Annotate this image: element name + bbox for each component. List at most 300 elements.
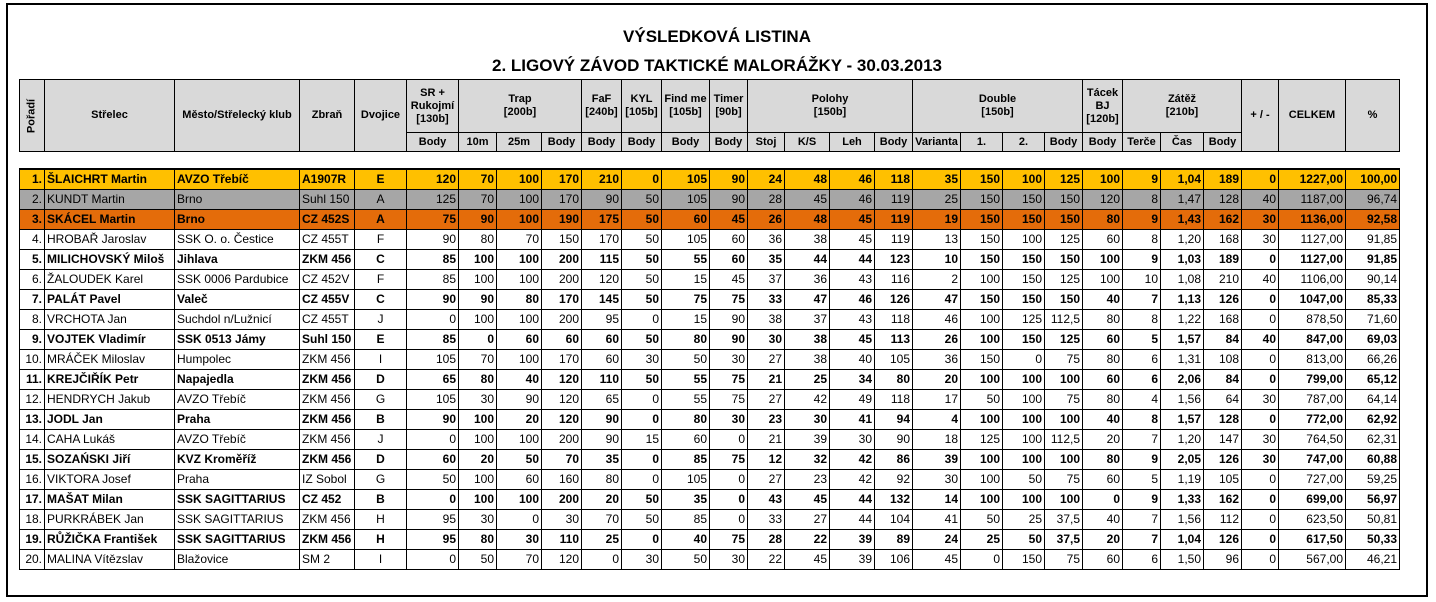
cell-zatez-body: 64	[1204, 390, 1242, 410]
cell-trap-10m: 70	[459, 169, 497, 190]
cell-pair: B	[355, 490, 407, 510]
header-kyl: KYL [105b]	[622, 80, 662, 133]
cell-sr: 95	[407, 510, 459, 530]
cell-double-1: 100	[961, 490, 1003, 510]
results-table	[19, 79, 1400, 570]
cell-zatez-body: 108	[1204, 350, 1242, 370]
cell-zatez-body: 126	[1204, 530, 1242, 550]
cell-trap-body: 30	[542, 510, 582, 530]
cell-double-2: 0	[1003, 350, 1045, 370]
cell-tacek: 40	[1083, 290, 1123, 310]
header-mesto: Město/Střelecký klub	[175, 80, 300, 152]
cell-trap-body: 120	[542, 370, 582, 390]
cell-celkem: 1187,00	[1279, 190, 1346, 210]
cell-faf: 210	[582, 169, 622, 190]
cell-polohy-stoj: 43	[748, 490, 785, 510]
cell-polohy-ks: 38	[785, 350, 830, 370]
cell-polohy-ks: 44	[785, 250, 830, 270]
cell-double-body: 150	[1045, 190, 1083, 210]
cell-double-2: 150	[1003, 290, 1045, 310]
cell-findme: 55	[662, 250, 710, 270]
cell-polohy-stoj: 33	[748, 290, 785, 310]
table-row	[20, 350, 1400, 370]
cell-polohy-stoj: 21	[748, 430, 785, 450]
cell-double-1: 100	[961, 370, 1003, 390]
subheader-cell: Body	[662, 133, 710, 152]
cell-trap-10m: 70	[459, 350, 497, 370]
table-row	[20, 330, 1400, 350]
cell-celkem: 878,50	[1279, 310, 1346, 330]
cell-zatez-body: 189	[1204, 169, 1242, 190]
cell-club: Brno	[175, 190, 300, 210]
cell-rank: 13.	[20, 410, 45, 430]
cell-name: VIKTORA Josef	[45, 470, 175, 490]
cell-celkem: 772,00	[1279, 410, 1346, 430]
cell-zatez-terce: 4	[1123, 390, 1161, 410]
cell-faf: 60	[582, 330, 622, 350]
cell-polohy-stoj: 21	[748, 370, 785, 390]
cell-faf: 90	[582, 410, 622, 430]
subheader-cell: Body	[407, 133, 459, 152]
cell-double-body: 37,5	[1045, 530, 1083, 550]
cell-polohy-ks: 27	[785, 510, 830, 530]
cell-tacek: 40	[1083, 510, 1123, 530]
cell-double-body: 150	[1045, 250, 1083, 270]
cell-zatez-body: 128	[1204, 410, 1242, 430]
cell-polohy-leh: 34	[830, 370, 875, 390]
cell-polohy-stoj: 26	[748, 210, 785, 230]
subheader-cell: Body	[1204, 133, 1242, 152]
cell-trap-body: 190	[542, 210, 582, 230]
cell-faf: 110	[582, 370, 622, 390]
cell-findme: 80	[662, 410, 710, 430]
cell-polohy-leh: 42	[830, 450, 875, 470]
cell-pair: G	[355, 470, 407, 490]
cell-plusminus: 0	[1242, 490, 1279, 510]
cell-trap-25m: 40	[497, 370, 542, 390]
cell-polohy-stoj: 38	[748, 310, 785, 330]
cell-rank: 20.	[20, 550, 45, 570]
cell-sr: 0	[407, 430, 459, 450]
cell-trap-body: 150	[542, 230, 582, 250]
cell-rank: 10.	[20, 350, 45, 370]
cell-rank: 4.	[20, 230, 45, 250]
cell-double-1: 150	[961, 290, 1003, 310]
cell-kyl: 50	[622, 370, 662, 390]
cell-double-2: 25	[1003, 510, 1045, 530]
table-row	[20, 169, 1400, 190]
cell-tacek: 100	[1083, 169, 1123, 190]
cell-celkem: 847,00	[1279, 330, 1346, 350]
cell-faf: 80	[582, 470, 622, 490]
cell-rank: 5.	[20, 250, 45, 270]
cell-double-body: 150	[1045, 210, 1083, 230]
cell-gun: CZ 452S	[300, 210, 355, 230]
cell-findme: 60	[662, 430, 710, 450]
cell-gun: CZ 452V	[300, 270, 355, 290]
cell-pct: 62,31	[1346, 430, 1400, 450]
table-row	[20, 470, 1400, 490]
cell-gun: SM 2	[300, 550, 355, 570]
table-row	[20, 290, 1400, 310]
table-row	[20, 450, 1400, 470]
cell-rank: 7.	[20, 290, 45, 310]
cell-zatez-body: 96	[1204, 550, 1242, 570]
cell-rank: 11.	[20, 370, 45, 390]
cell-plusminus: 0	[1242, 250, 1279, 270]
cell-polohy-leh: 43	[830, 270, 875, 290]
table-row	[20, 510, 1400, 530]
cell-name: KUNDT Martin	[45, 190, 175, 210]
subheader-cell: Body	[710, 133, 748, 152]
cell-tacek: 60	[1083, 330, 1123, 350]
cell-double-2: 100	[1003, 430, 1045, 450]
cell-zatez-cas: 1,43	[1161, 210, 1204, 230]
cell-double-varianta: 2	[913, 270, 961, 290]
cell-name: PURKRÁBEK Jan	[45, 510, 175, 530]
cell-trap-body: 170	[542, 190, 582, 210]
cell-zatez-terce: 7	[1123, 510, 1161, 530]
cell-name: MALINA Vítězslav	[45, 550, 175, 570]
cell-double-1: 150	[961, 250, 1003, 270]
cell-polohy-body: 118	[875, 390, 913, 410]
cell-timer: 45	[710, 270, 748, 290]
cell-findme: 105	[662, 190, 710, 210]
cell-double-varianta: 20	[913, 370, 961, 390]
cell-gun: ZKM 456	[300, 410, 355, 430]
cell-club: Valeč	[175, 290, 300, 310]
cell-plusminus: 0	[1242, 310, 1279, 330]
cell-kyl: 30	[622, 550, 662, 570]
cell-tacek: 20	[1083, 530, 1123, 550]
cell-double-body: 112,5	[1045, 430, 1083, 450]
cell-double-body: 100	[1045, 490, 1083, 510]
cell-double-2: 100	[1003, 490, 1045, 510]
cell-polohy-body: 92	[875, 470, 913, 490]
cell-kyl: 50	[622, 510, 662, 530]
cell-polohy-stoj: 27	[748, 390, 785, 410]
cell-sr: 90	[407, 290, 459, 310]
cell-trap-25m: 70	[497, 550, 542, 570]
subheader-cell: 2.	[1003, 133, 1045, 152]
cell-timer: 0	[710, 470, 748, 490]
cell-polohy-stoj: 27	[748, 350, 785, 370]
cell-findme: 55	[662, 390, 710, 410]
cell-sr: 125	[407, 190, 459, 210]
cell-double-varianta: 13	[913, 230, 961, 250]
cell-tacek: 80	[1083, 450, 1123, 470]
subheader-cell: K/S	[785, 133, 830, 152]
cell-faf: 35	[582, 450, 622, 470]
cell-zatez-terce: 6	[1123, 350, 1161, 370]
cell-kyl: 0	[622, 450, 662, 470]
cell-name: SOZAŃSKI Jiří	[45, 450, 175, 470]
cell-plusminus: 40	[1242, 190, 1279, 210]
cell-pct: 60,88	[1346, 450, 1400, 470]
cell-double-1: 150	[961, 210, 1003, 230]
cell-polohy-body: 116	[875, 270, 913, 290]
cell-kyl: 0	[622, 169, 662, 190]
cell-zatez-terce: 9	[1123, 490, 1161, 510]
results-sheet	[6, 3, 1428, 597]
cell-sr: 90	[407, 410, 459, 430]
cell-zatez-body: 84	[1204, 370, 1242, 390]
cell-name: VRCHOTA Jan	[45, 310, 175, 330]
cell-kyl: 0	[622, 310, 662, 330]
cell-trap-body: 60	[542, 330, 582, 350]
cell-trap-25m: 0	[497, 510, 542, 530]
subheader-cell: Body	[875, 133, 913, 152]
cell-timer: 30	[710, 350, 748, 370]
cell-trap-25m: 100	[497, 430, 542, 450]
cell-polohy-ks: 32	[785, 450, 830, 470]
cell-rank: 3.	[20, 210, 45, 230]
cell-zatez-body: 126	[1204, 450, 1242, 470]
header-strelec: Střelec	[45, 80, 175, 152]
cell-zatez-terce: 8	[1123, 190, 1161, 210]
cell-club: AVZO Třebíč	[175, 169, 300, 190]
cell-plusminus: 0	[1242, 530, 1279, 550]
cell-polohy-leh: 46	[830, 190, 875, 210]
cell-tacek: 60	[1083, 470, 1123, 490]
cell-sr: 95	[407, 530, 459, 550]
cell-tacek: 120	[1083, 190, 1123, 210]
cell-pair: E	[355, 330, 407, 350]
cell-plusminus: 0	[1242, 550, 1279, 570]
cell-polohy-body: 119	[875, 190, 913, 210]
cell-pct: 69,03	[1346, 330, 1400, 350]
cell-double-2: 150	[1003, 210, 1045, 230]
cell-gun: CZ 455V	[300, 290, 355, 310]
cell-timer: 75	[710, 450, 748, 470]
subheader-cell: Leh	[830, 133, 875, 152]
cell-faf: 90	[582, 430, 622, 450]
cell-double-varianta: 17	[913, 390, 961, 410]
cell-celkem: 699,00	[1279, 490, 1346, 510]
cell-faf: 20	[582, 490, 622, 510]
cell-findme: 105	[662, 230, 710, 250]
table-row	[20, 430, 1400, 450]
cell-zatez-terce: 7	[1123, 430, 1161, 450]
cell-trap-10m: 80	[459, 530, 497, 550]
cell-kyl: 0	[622, 530, 662, 550]
cell-zatez-cas: 2,06	[1161, 370, 1204, 390]
cell-pair: J	[355, 430, 407, 450]
cell-gun: ZKM 456	[300, 430, 355, 450]
cell-faf: 145	[582, 290, 622, 310]
cell-double-varianta: 25	[913, 190, 961, 210]
cell-polohy-stoj: 28	[748, 190, 785, 210]
cell-pct: 85,33	[1346, 290, 1400, 310]
cell-celkem: 1047,00	[1279, 290, 1346, 310]
cell-faf: 115	[582, 250, 622, 270]
cell-trap-10m: 80	[459, 370, 497, 390]
cell-rank: 18.	[20, 510, 45, 530]
cell-zatez-terce: 9	[1123, 169, 1161, 190]
cell-trap-10m: 100	[459, 490, 497, 510]
cell-findme: 85	[662, 510, 710, 530]
cell-gun: ZKM 456	[300, 350, 355, 370]
cell-double-1: 150	[961, 350, 1003, 370]
cell-club: Praha	[175, 470, 300, 490]
cell-zatez-cas: 1,33	[1161, 490, 1204, 510]
sheet-title: VÝSLEDKOVÁ LISTINA	[623, 27, 811, 46]
cell-sr: 0	[407, 310, 459, 330]
cell-polohy-body: 126	[875, 290, 913, 310]
cell-double-1: 100	[961, 330, 1003, 350]
cell-gun: IZ Sobol	[300, 470, 355, 490]
header-plusminus: + / -	[1242, 80, 1279, 152]
cell-trap-body: 200	[542, 310, 582, 330]
cell-tacek: 40	[1083, 410, 1123, 430]
cell-celkem: 727,00	[1279, 470, 1346, 490]
cell-celkem: 813,00	[1279, 350, 1346, 370]
cell-double-2: 50	[1003, 530, 1045, 550]
cell-polohy-leh: 39	[830, 550, 875, 570]
cell-zatez-terce: 9	[1123, 250, 1161, 270]
subheader-cell: Terče	[1123, 133, 1161, 152]
header-sr: SR + Rukojmí [130b]	[407, 80, 459, 133]
cell-club: AVZO Třebíč	[175, 430, 300, 450]
cell-polohy-ks: 45	[785, 490, 830, 510]
cell-club: SSK SAGITTARIUS	[175, 510, 300, 530]
cell-timer: 75	[710, 390, 748, 410]
table-row	[20, 490, 1400, 510]
cell-polohy-stoj: 33	[748, 510, 785, 530]
cell-pct: 92,58	[1346, 210, 1400, 230]
cell-double-varianta: 46	[913, 310, 961, 330]
cell-name: RŮŽIČKA František	[45, 530, 175, 550]
cell-tacek: 80	[1083, 310, 1123, 330]
cell-name: MAŠAT Milan	[45, 490, 175, 510]
cell-kyl: 50	[622, 290, 662, 310]
cell-polohy-ks: 48	[785, 169, 830, 190]
cell-zatez-terce: 6	[1123, 550, 1161, 570]
cell-rank: 8.	[20, 310, 45, 330]
cell-zatez-body: 147	[1204, 430, 1242, 450]
cell-zatez-cas: 1,04	[1161, 169, 1204, 190]
cell-gun: ZKM 456	[300, 370, 355, 390]
cell-polohy-body: 106	[875, 550, 913, 570]
cell-trap-10m: 100	[459, 470, 497, 490]
cell-trap-25m: 20	[497, 410, 542, 430]
cell-plusminus: 0	[1242, 410, 1279, 430]
cell-zatez-cas: 1,57	[1161, 410, 1204, 430]
cell-sr: 85	[407, 330, 459, 350]
cell-polohy-ks: 37	[785, 310, 830, 330]
cell-polohy-ks: 25	[785, 370, 830, 390]
cell-double-1: 150	[961, 190, 1003, 210]
cell-double-1: 150	[961, 230, 1003, 250]
cell-double-2: 100	[1003, 230, 1045, 250]
cell-double-varianta: 45	[913, 550, 961, 570]
cell-sr: 105	[407, 350, 459, 370]
cell-sr: 65	[407, 370, 459, 390]
cell-double-varianta: 30	[913, 470, 961, 490]
cell-trap-10m: 100	[459, 270, 497, 290]
cell-timer: 0	[710, 430, 748, 450]
cell-double-body: 125	[1045, 270, 1083, 290]
cell-faf: 25	[582, 530, 622, 550]
cell-kyl: 50	[622, 230, 662, 250]
cell-polohy-body: 86	[875, 450, 913, 470]
cell-zatez-body: 105	[1204, 470, 1242, 490]
cell-timer: 60	[710, 230, 748, 250]
cell-sr: 50	[407, 470, 459, 490]
cell-sr: 85	[407, 270, 459, 290]
cell-timer: 90	[710, 190, 748, 210]
header-findme: Find me [105b]	[662, 80, 710, 133]
cell-pair: I	[355, 350, 407, 370]
cell-trap-25m: 80	[497, 290, 542, 310]
cell-double-1: 100	[961, 450, 1003, 470]
cell-zatez-cas: 1,56	[1161, 390, 1204, 410]
cell-trap-body: 200	[542, 490, 582, 510]
cell-tacek: 100	[1083, 250, 1123, 270]
cell-sr: 85	[407, 250, 459, 270]
cell-club: SSK 0006 Pardubice	[175, 270, 300, 290]
header-celkem: CELKEM	[1279, 80, 1346, 152]
cell-pct: 46,21	[1346, 550, 1400, 570]
cell-double-varianta: 24	[913, 530, 961, 550]
cell-club: AVZO Třebíč	[175, 390, 300, 410]
cell-double-body: 37,5	[1045, 510, 1083, 530]
cell-double-1: 100	[961, 470, 1003, 490]
subheader-cell: 10m	[459, 133, 497, 152]
cell-polohy-leh: 45	[830, 330, 875, 350]
cell-trap-body: 200	[542, 250, 582, 270]
cell-polohy-leh: 49	[830, 390, 875, 410]
cell-club: Humpolec	[175, 350, 300, 370]
cell-double-2: 150	[1003, 270, 1045, 290]
cell-polohy-stoj: 35	[748, 250, 785, 270]
cell-zatez-body: 162	[1204, 210, 1242, 230]
cell-polohy-body: 132	[875, 490, 913, 510]
cell-plusminus: 30	[1242, 210, 1279, 230]
cell-timer: 90	[710, 330, 748, 350]
cell-club: Praha	[175, 410, 300, 430]
cell-double-2: 50	[1003, 470, 1045, 490]
cell-kyl: 50	[622, 250, 662, 270]
cell-celkem: 764,50	[1279, 430, 1346, 450]
spacer-row	[20, 152, 1400, 170]
cell-double-body: 100	[1045, 370, 1083, 390]
cell-polohy-body: 94	[875, 410, 913, 430]
cell-polohy-stoj: 30	[748, 330, 785, 350]
cell-faf: 65	[582, 390, 622, 410]
cell-zatez-cas: 1,47	[1161, 190, 1204, 210]
cell-sr: 105	[407, 390, 459, 410]
cell-club: Suchdol n/Lužnicí	[175, 310, 300, 330]
cell-zatez-body: 128	[1204, 190, 1242, 210]
cell-zatez-terce: 8	[1123, 310, 1161, 330]
cell-zatez-terce: 9	[1123, 210, 1161, 230]
cell-club: KVZ Kroměříž	[175, 450, 300, 470]
cell-polohy-ks: 30	[785, 410, 830, 430]
cell-polohy-leh: 43	[830, 310, 875, 330]
cell-tacek: 60	[1083, 230, 1123, 250]
cell-zatez-cas: 2,05	[1161, 450, 1204, 470]
table-row	[20, 550, 1400, 570]
cell-trap-10m: 30	[459, 390, 497, 410]
subheader-cell: Body	[1083, 133, 1123, 152]
cell-gun: ZKM 456	[300, 450, 355, 470]
cell-pair: H	[355, 530, 407, 550]
cell-trap-25m: 100	[497, 169, 542, 190]
cell-polohy-ks: 45	[785, 550, 830, 570]
cell-tacek: 0	[1083, 490, 1123, 510]
cell-double-varianta: 26	[913, 330, 961, 350]
